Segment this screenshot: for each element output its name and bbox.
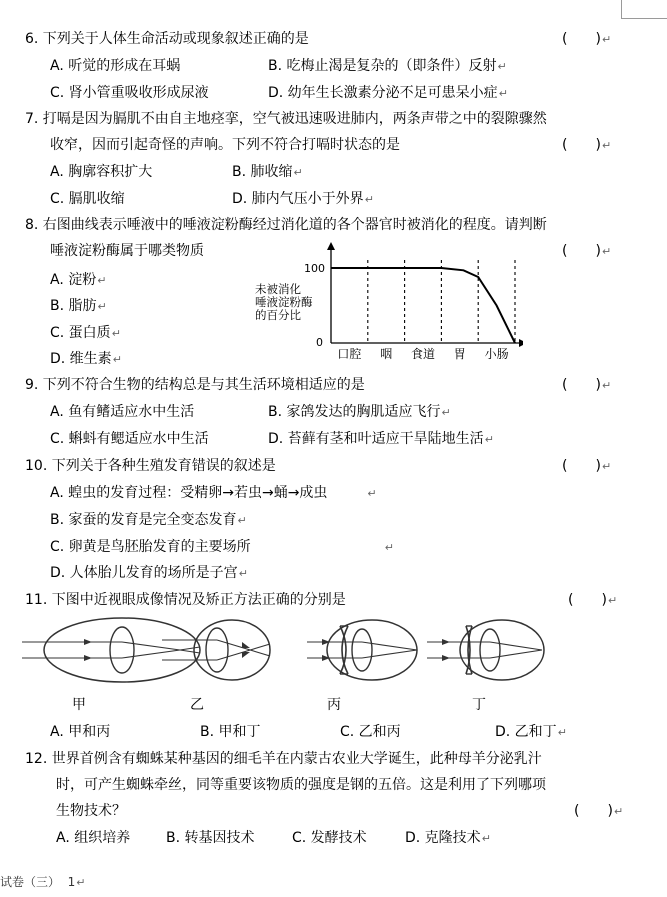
footer-title: 试卷（三） [0,875,61,889]
q12-stem-line2: 时，可产生蜘蛛牵丝，同等重要该物质的强度是钢的五倍。这是利用了下列哪项 [56,777,546,793]
chart-axes [327,242,523,347]
q7-option-a: A. 胸廓容积扩大 [50,164,153,180]
q7-option-c: C. 膈肌收缩 [50,191,125,207]
chart-x-tick-label: 咽 [380,347,393,361]
eye-diagram-bing [307,620,417,680]
eye-label-ding: 丁 [472,697,486,713]
chart-x-tick-label: 口腔 [337,347,362,361]
page-number: 1 [67,875,76,889]
page-footer: 试卷（三） 1↵ [0,875,86,889]
q11-option-b: B. 甲和丁 [200,724,261,740]
q8-stem-line2: 唾液淀粉酶属于哪类物质 [50,243,204,259]
q12-option-a: A. 组织培养 [56,830,131,846]
q12-stem-line3: 生物技术？ [56,803,126,819]
q11-option-d: D. 乙和丁↵ [495,724,567,740]
chart-y-axis-label-line: 唾液淀粉酶 [255,295,313,309]
q12-answer-paren: ( )↵ [574,803,624,819]
q12-stem-line1: 12. 世界首例含有蜘蛛某种基因的细毛羊在内蒙古农业大学诞生，此种母羊分泌乳汁 [25,751,542,767]
q11-option-a: A. 甲和丙 [50,724,111,740]
q6-option-a: A. 听觉的形成在耳蜗 [50,58,181,74]
q8-answer-paren: ( )↵ [562,243,612,259]
q6-option-c: C. 肾小管重吸收形成尿液 [50,85,209,101]
q6-stem: 6. 下列关于人体生命活动或现象叙述正确的是 [25,31,309,47]
q12-option-b: B. 转基因技术 [166,830,255,846]
q6-option-b: B. 吃梅止渴是复杂的（即条件）反射↵ [268,58,507,74]
eye-diagram-ding [427,620,544,680]
chart-y-tick-label: 0 [316,336,323,349]
q9-option-c: C. 蝌蚪有鳃适应水中生活 [50,431,209,447]
q7-option-b: B. 肺收缩↵ [232,164,303,180]
q8-option-c: C. 蛋白质↵ [50,325,121,341]
chart-y-axis-label [255,282,313,322]
q9-option-d: D. 苔藓有茎和叶适应干旱陆地生活↵ [268,431,494,447]
q8-option-d: D. 维生素↵ [50,351,122,367]
q8-option-a: A. 淀粉↵ [50,272,107,288]
q8-stem-line1: 8. 右图曲线表示唾液中的唾液淀粉酶经过消化道的各个器官时被消化的程度。请判断 [25,217,547,233]
q7-stem-line1: 7. 打嗝是因为膈肌不由自主地痉挛，空气被迅速吸进肺内，两条声带之中的裂隙骤然 [25,111,547,127]
q10-option-d: D. 人体胎儿发育的场所是子宫↵ [50,565,248,581]
q8-option-b: B. 脂肪↵ [50,298,107,314]
q11-answer-paren: ( )↵ [568,592,618,608]
q6-answer-paren: ( )↵ [562,31,612,47]
q9-stem: 9. 下列不符合生物的结构总是与其生活环境相适应的是 [25,377,365,393]
q9-option-b: B. 家鸽发达的胸肌适应飞行↵ [268,404,451,420]
chart-x-tick-label: 食道 [410,347,436,361]
q11-option-c: C. 乙和丙 [340,724,401,740]
q7-answer-paren: ( )↵ [562,137,612,153]
q10-option-b: B. 家蚕的发育是完全变态发育↵ [50,512,247,528]
chart-x-arrow [519,339,523,347]
q12-option-d: D. 克隆技术↵ [405,830,491,846]
q9-answer-paren: ( )↵ [562,377,612,393]
chart-y-arrow [327,242,335,250]
eye-label-bing: 丙 [327,697,341,713]
q11-stem: 11. 下图中近视眼成像情况及矫正方法正确的分别是 [25,592,346,608]
chart-x-tick-labels [337,347,508,361]
q10-answer-paren: ( )↵ [562,458,612,474]
eye-diagrams [22,610,637,690]
chart-x-tick-label: 小肠 [484,347,509,361]
q10-option-c: C. 卵黄是鸟胚胎发育的主要场所 ↵ [50,539,394,555]
q7-option-d: D. 肺内气压小于外界↵ [232,191,374,207]
chart-y-axis-label-line: 的百分比 [255,308,301,322]
digestion-chart [253,238,523,363]
q12-option-c: C. 发酵技术 [292,830,367,846]
eye-label-jia: 甲 [72,697,86,713]
chart-y-tick-label: 100 [304,262,325,275]
q9-option-a: A. 鱼有鳍适应水中生活 [50,404,195,420]
eye-diagram-jia [22,618,200,682]
q7-stem-line2: 收窄，因而引起奇怪的声响。下列不符合打嗝时状态的是 [50,137,400,153]
page-corner-mark [621,0,667,19]
chart-x-tick-label: 胃 [453,347,466,361]
q10-option-a: A. 蝗虫的发育过程：受精卵→若虫→蛹→成虫 ↵ [50,485,377,501]
chart-y-axis-label-line: 未被消化 [255,282,301,296]
q6-option-d: D. 幼年生长激素分泌不足可患呆小症↵ [268,85,508,101]
q10-stem: 10. 下列关于各种生殖发育错误的叙述是 [25,458,276,474]
eye-label-yi: 乙 [190,697,204,713]
chart-series-line [331,268,515,343]
